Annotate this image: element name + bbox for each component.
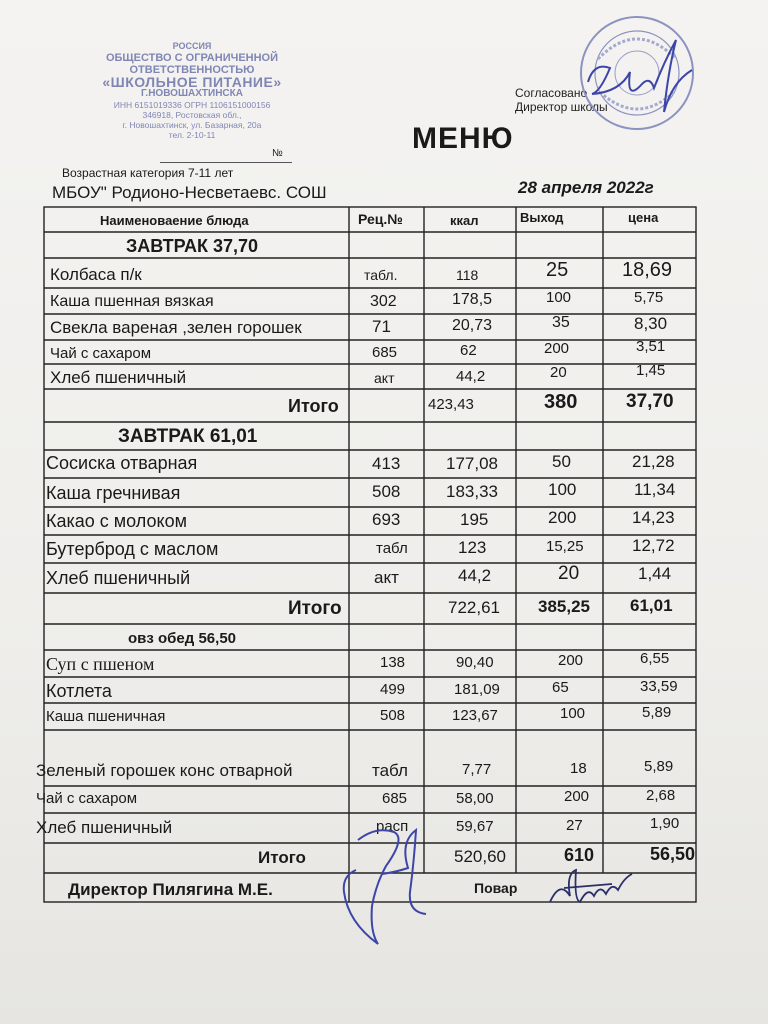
recipe-no: расп bbox=[376, 818, 409, 835]
kcal-value: 118 bbox=[456, 267, 479, 283]
output-value: 200 bbox=[564, 788, 590, 805]
total-label: Итого bbox=[288, 396, 339, 416]
kcal-value: 44,2 bbox=[458, 566, 492, 585]
handwritten-signature-cook bbox=[546, 866, 636, 912]
dish-name: Колбаса п/к bbox=[50, 265, 142, 284]
dish-name: Бутерброд с маслом bbox=[46, 539, 219, 559]
recipe-no: 138 bbox=[380, 654, 406, 671]
output-value: 20 bbox=[558, 563, 580, 584]
kcal-value: 177,08 bbox=[446, 454, 498, 473]
output-value: 50 bbox=[552, 452, 571, 471]
output-value: 200 bbox=[558, 652, 584, 669]
output-value: 200 bbox=[544, 340, 570, 357]
kcal-value: 90,40 bbox=[456, 654, 494, 671]
dish-name: Чай с сахаром bbox=[50, 345, 152, 362]
output-value: 200 bbox=[548, 508, 577, 527]
price-value: 14,23 bbox=[632, 508, 675, 527]
output-value: 100 bbox=[546, 289, 572, 306]
recipe-no: табл bbox=[372, 761, 408, 780]
price-value: 5,89 bbox=[644, 758, 674, 775]
price-value: 12,72 bbox=[632, 536, 675, 555]
handwritten-signature-director bbox=[336, 822, 446, 952]
header-output: Выход bbox=[520, 210, 564, 225]
stamp-country: РОССИЯ bbox=[172, 41, 212, 51]
price-value: 18,69 bbox=[622, 259, 673, 281]
menu-date: 28 апреля 2022г bbox=[518, 178, 654, 197]
price-value: 1,44 bbox=[638, 564, 672, 583]
stamp-org-line2: ОТВЕТСТВЕННОСТЬЮ bbox=[129, 64, 255, 76]
recipe-no: акт bbox=[374, 568, 399, 587]
recipe-no: 71 bbox=[372, 317, 391, 336]
recipe-no: 302 bbox=[370, 293, 397, 310]
price-value: 1,90 bbox=[650, 815, 680, 832]
output-value: 20 bbox=[550, 364, 567, 381]
price-value: 33,59 bbox=[640, 678, 678, 695]
dish-name: Сосиска отварная bbox=[46, 453, 198, 473]
recipe-no: 508 bbox=[372, 482, 401, 501]
price-value: 1,45 bbox=[636, 362, 666, 379]
output-value: 15,25 bbox=[546, 538, 584, 555]
kcal-value: 123 bbox=[458, 538, 487, 557]
recipe-no: табл bbox=[376, 540, 408, 557]
organization-stamp bbox=[92, 40, 292, 140]
total-price: 56,50 bbox=[650, 844, 696, 864]
price-value: 21,28 bbox=[632, 452, 675, 471]
output-value: 27 bbox=[566, 817, 583, 834]
kcal-value: 181,09 bbox=[454, 681, 500, 698]
price-value: 5,75 bbox=[634, 289, 664, 306]
output-value: 18 bbox=[570, 760, 587, 777]
section-title: ЗАВТРАК 37,70 bbox=[126, 236, 259, 256]
stamp-org-line1: ОБЩЕСТВО С ОГРАНИЧЕННОЙ bbox=[105, 52, 279, 64]
price-value: 6,55 bbox=[640, 650, 670, 667]
kcal-value: 7,77 bbox=[462, 761, 492, 778]
kcal-value: 195 bbox=[460, 510, 489, 529]
total-output: 380 bbox=[544, 391, 578, 413]
total-price: 61,01 bbox=[630, 596, 673, 615]
price-value: 11,34 bbox=[634, 480, 676, 499]
number-label: № bbox=[272, 148, 283, 159]
kcal-value: 58,00 bbox=[456, 790, 494, 807]
stamp-org-name: «ШКОЛЬНОЕ ПИТАНИЕ» bbox=[102, 74, 282, 90]
dish-name: Каша пшенная вязкая bbox=[50, 293, 214, 310]
output-value: 100 bbox=[560, 705, 586, 722]
recipe-no: табл. bbox=[364, 267, 398, 283]
recipe-no: 508 bbox=[380, 707, 406, 724]
total-label: Итого bbox=[288, 598, 342, 619]
stamp-org-city: Г.НОВОШАХТИНСКА bbox=[141, 88, 243, 99]
header-kcal: ккал bbox=[450, 213, 479, 228]
header-price: цена bbox=[628, 210, 659, 225]
recipe-no: 685 bbox=[372, 344, 398, 361]
header-dish-name: Наименоваение блюда bbox=[100, 213, 249, 228]
dish-name: Зеленый горошек конс отварной bbox=[36, 761, 293, 780]
total-output: 610 bbox=[564, 845, 595, 865]
kcal-value: 59,67 bbox=[456, 818, 494, 835]
recipe-no: 413 bbox=[372, 454, 401, 473]
kcal-value: 20,73 bbox=[452, 317, 493, 334]
stamp-inn: ИНН 6151019336 ОГРН 1106151000156 bbox=[113, 100, 271, 110]
kcal-value: 178,5 bbox=[452, 291, 493, 308]
dish-name: Хлеб пшеничный bbox=[46, 568, 191, 588]
price-value: 8,30 bbox=[634, 314, 668, 333]
recipe-no: 685 bbox=[382, 790, 408, 807]
dish-name: Котлета bbox=[46, 681, 112, 701]
kcal-value: 62 bbox=[460, 342, 477, 359]
header-recipe-no: Рец.№ bbox=[358, 211, 403, 227]
total-price: 37,70 bbox=[626, 391, 674, 412]
total-kcal: 722,61 bbox=[448, 598, 500, 617]
page-title: МЕНЮ bbox=[412, 122, 514, 155]
dish-name: Каша пшеничная bbox=[46, 708, 166, 725]
director-signature bbox=[580, 32, 700, 122]
dish-name: Суп с пшеном bbox=[46, 654, 155, 674]
kcal-value: 44,2 bbox=[456, 368, 486, 385]
output-value: 100 bbox=[548, 480, 577, 499]
director-signature-line: Директор Пилягина М.Е. bbox=[68, 880, 273, 899]
output-value: 35 bbox=[552, 314, 570, 331]
approval-line1: Согласовано bbox=[515, 86, 588, 100]
dish-name: Хлеб пшеничный bbox=[50, 368, 187, 387]
total-kcal: 520,60 bbox=[454, 847, 506, 866]
price-value: 2,68 bbox=[646, 787, 676, 804]
number-line bbox=[160, 150, 292, 163]
approval-line2: Директор школы bbox=[515, 100, 608, 114]
total-output: 385,25 bbox=[538, 597, 590, 616]
kcal-value: 123,67 bbox=[452, 707, 498, 724]
price-value: 5,89 bbox=[642, 704, 672, 721]
total-kcal: 423,43 bbox=[428, 396, 474, 413]
recipe-no: 693 bbox=[372, 510, 401, 529]
dish-name: Свекла вареная ,зелен горошек bbox=[50, 318, 302, 337]
stamp-phone: тел. 2-10-11 bbox=[168, 130, 216, 140]
total-label: Итого bbox=[258, 848, 306, 867]
price-value: 3,51 bbox=[636, 338, 666, 355]
kcal-value: 183,33 bbox=[446, 482, 498, 501]
dish-name: Какао с молоком bbox=[46, 511, 187, 531]
stamp-address2: г. Новошахтинск, ул. Базарная, 20а bbox=[122, 120, 262, 130]
cook-signature-line: Повар bbox=[474, 880, 518, 896]
output-value: 25 bbox=[546, 259, 569, 281]
dish-name: Каша гречнивая bbox=[46, 483, 181, 503]
age-category: Возрастная категория 7-11 лет bbox=[62, 166, 234, 180]
recipe-no: 499 bbox=[380, 681, 406, 698]
output-value: 65 bbox=[552, 679, 569, 696]
recipe-no: акт bbox=[374, 370, 395, 386]
school-name: МБОУ" Родионо-Несветаевс. СОШ bbox=[52, 183, 327, 202]
dish-name: Чай с сахаром bbox=[36, 790, 138, 807]
dish-name: Хлеб пшеничный bbox=[36, 818, 173, 837]
section-title: ЗАВТРАК 61,01 bbox=[118, 426, 258, 447]
stamp-address1: 346918, Ростовская обл., bbox=[142, 110, 242, 120]
section-title: овз обед 56,50 bbox=[128, 630, 237, 647]
